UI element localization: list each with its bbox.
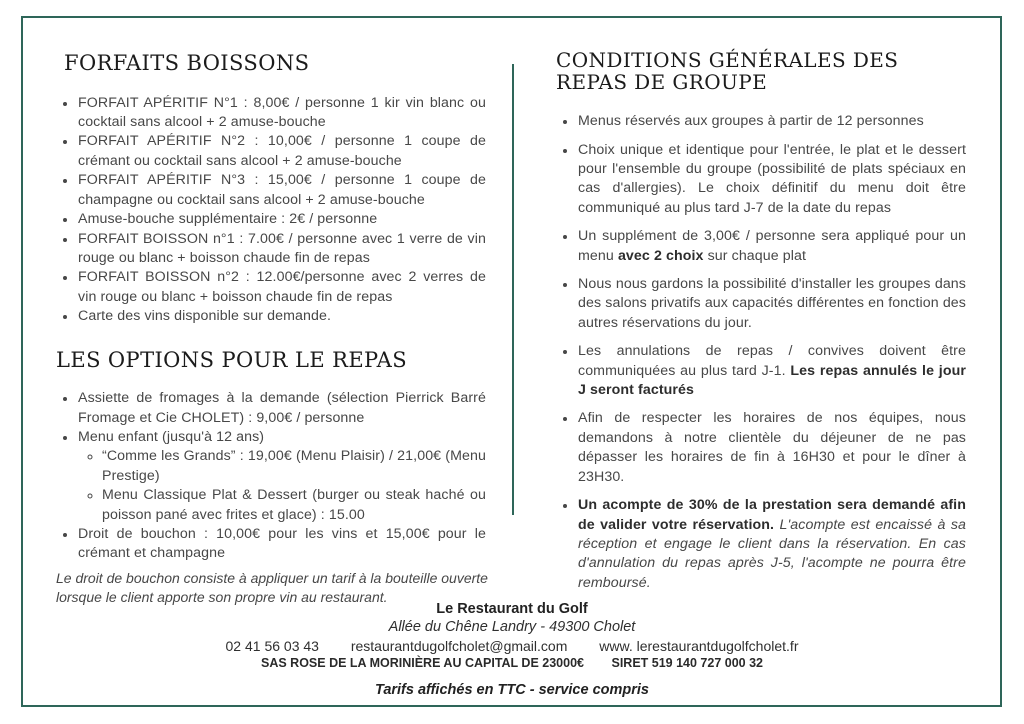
section-title-options-repas: LES OPTIONS POUR LE REPAS xyxy=(56,347,408,372)
list-item xyxy=(77,171,486,210)
text-run: Menu Classique Plat & Dessert (burger ou steak haché ou poisson pané avec frites et glace) : 15.00 xyxy=(102,487,486,523)
text-run: FORFAIT BOISSON n°2 : 12.00€/personne avec 2 verres de vin rouge ou blanc + boisson chaude fin de repas xyxy=(78,269,486,305)
text-run: Choix unique et identique pour l'entrée, le plat et le dessert pour l'ensemble du groupe (possibilité de plats spéciaux en cas d'allergies). Le choix définitif du menu doit être communiqué au plus tard J-7 de la date du repas xyxy=(578,141,966,216)
corkage-note: Le droit de bouchon consiste à appliquer un tarif à la bouteille ouverte lorsque le client apporte son propre vin au restaurant. xyxy=(56,569,488,606)
website-url: www. lerestaurantdugolfcholet.fr xyxy=(599,638,799,654)
right-column xyxy=(556,50,966,593)
text-run: FORFAIT APÉRITIF N°2 : 10,00€ / personne 1 coupe de crémant ou cocktail sans alcool + 2 amuse-bouche xyxy=(78,133,486,169)
list-item xyxy=(77,525,486,564)
text-run: Menus réservés aux groupes à partir de 12 personnes xyxy=(578,113,924,130)
text-run: avec 2 choix xyxy=(617,247,704,264)
forfaits-boissons-list xyxy=(56,94,486,327)
list-item xyxy=(577,112,966,131)
text-run: FORFAIT BOISSON n°1 : 7.00€ / personne avec 1 verre de vin rouge ou blanc + boisson chaude fin de repas xyxy=(78,230,486,266)
text-run: Carte des vins disponible sur demande. xyxy=(78,308,332,325)
text-run: Menu enfant (jusqu'à 12 ans) xyxy=(78,429,265,446)
list-item xyxy=(577,227,966,266)
list-item xyxy=(77,230,486,269)
sub-list-item xyxy=(102,486,486,525)
sub-list xyxy=(78,447,486,525)
text-run: Nous nous gardons la possibilité d'installer les groupes dans des salons privatifs aux capacités différentes en fonction des autres réservations du jour. xyxy=(578,276,966,331)
text-run: sur chaque plat xyxy=(703,247,807,264)
email-address: restaurantdugolfcholet@gmail.com xyxy=(350,638,568,654)
text-run: Un supplément de 3,00€ / personne sera appliqué pour un menu xyxy=(578,228,966,264)
siret-number: SIRET 519 140 727 000 32 xyxy=(611,656,763,670)
options-repas-list xyxy=(56,389,486,564)
sub-list-item xyxy=(102,447,486,486)
company-line xyxy=(0,656,1024,670)
footer xyxy=(0,601,1024,698)
section-title-conditions-generales: CONDITIONS GÉNÉRALES DES REPAS DE GROUPE xyxy=(556,48,899,94)
list-item xyxy=(77,268,486,307)
contact-line xyxy=(0,638,1024,654)
text-run: Amuse-bouche supplémentaire : 2€ / personne xyxy=(78,211,378,228)
text-run: “Comme les Grands” : 19,00€ (Menu Plaisir) / 21,00€ (Menu Prestige) xyxy=(102,448,486,484)
restaurant-name: Le Restaurant du Golf xyxy=(436,601,588,617)
list-item xyxy=(77,389,486,428)
text-run: Les repas annulés le jour J seront facturés xyxy=(578,362,966,399)
list-item xyxy=(577,409,966,487)
conditions-list xyxy=(556,112,966,593)
text-run: FORFAIT APÉRITIF N°3 : 15,00€ / personne 1 coupe de champagne ou cocktail sans alcool + 2 amuse-bouche xyxy=(78,172,486,208)
text-run: Les annulations de repas / convives doivent être communiquées au plus tard J-1. xyxy=(578,343,966,379)
list-item xyxy=(77,210,486,229)
text-run: Assiette de fromages à la demande (sélection Pierrick Barré Fromage et Cie CHOLET) : 9,00€ / personne xyxy=(78,390,486,426)
column-divider xyxy=(512,64,514,515)
list-item xyxy=(577,342,966,400)
restaurant-address: Allée du Chêne Landry - 49300 Cholet xyxy=(388,619,636,635)
list-item xyxy=(577,275,966,333)
section-title-forfaits-boissons: FORFAITS BOISSONS xyxy=(64,51,310,75)
text-run: L'acompte est encaissé à sa réception et engage le client dans la réservation. En cas d'annulation du repas après J-5, l'acompte ne pourra être remboursé. xyxy=(578,516,966,591)
phone-number: 02 41 56 03 43 xyxy=(225,638,319,654)
text-run: Un acompte de 30% de la prestation sera demandé afin de valider votre réservation. xyxy=(578,497,966,533)
list-item xyxy=(577,496,966,593)
list-item xyxy=(577,141,966,219)
list-item xyxy=(77,132,486,171)
list-item xyxy=(77,94,486,133)
text-run: FORFAIT APÉRITIF N°1 : 8,00€ / personne 1 kir vin blanc ou cocktail sans alcool + 2 amuse-bouche xyxy=(78,94,486,131)
text-run: Droit de bouchon : 10,00€ pour les vins et 15,00€ pour le crémant et champagne xyxy=(78,526,486,562)
company-legal: SAS ROSE DE LA MORINIÈRE AU CAPITAL DE 23000€ xyxy=(261,656,584,670)
tariff-note: Tarifs affichés en TTC - service compris xyxy=(375,682,649,698)
left-column xyxy=(56,52,486,608)
text-run: Afin de respecter les horaires de nos équipes, nous demandons à notre clientèle du déjeuner de ne pas dépasser les horaires de fin à 16H30 et pour le dîner à 23H30. xyxy=(578,410,966,485)
list-item xyxy=(77,307,486,326)
list-item xyxy=(77,428,486,525)
